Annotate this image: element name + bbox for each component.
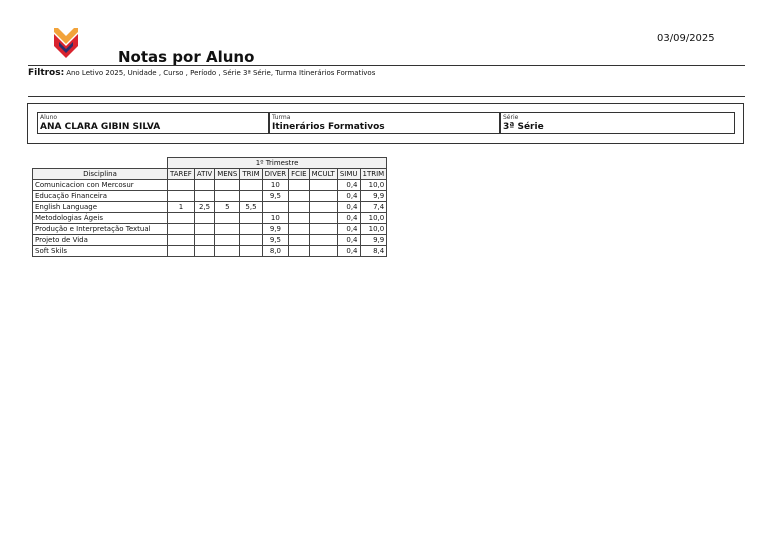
grade-cell: 1	[168, 202, 195, 213]
column-header: SIMU	[337, 169, 360, 180]
grade-cell	[194, 191, 214, 202]
grade-cell	[215, 235, 240, 246]
grade-cell	[215, 213, 240, 224]
grade-cell: 0,4	[337, 191, 360, 202]
disciplina-cell: Soft Skils	[33, 246, 168, 257]
column-header: MCULT	[309, 169, 337, 180]
grade-cell: 10,0	[360, 224, 387, 235]
grade-cell	[168, 191, 195, 202]
grade-cell	[240, 180, 262, 191]
grade-cell: 0,4	[337, 224, 360, 235]
grade-cell	[215, 191, 240, 202]
grade-cell: 0,4	[337, 235, 360, 246]
school-logo-icon	[52, 26, 80, 60]
grade-cell: 9,5	[262, 235, 289, 246]
grade-cell	[309, 246, 337, 257]
filters-label: Filtros:	[28, 68, 65, 78]
grade-cell: 10	[262, 180, 289, 191]
column-header: TAREF	[168, 169, 195, 180]
divider	[28, 65, 745, 66]
grade-cell: 5	[215, 202, 240, 213]
disciplina-header: Disciplina	[33, 169, 168, 180]
grade-cell: 0,4	[337, 202, 360, 213]
grade-cell	[240, 235, 262, 246]
table-row	[33, 213, 387, 224]
grade-cell: 9,5	[262, 191, 289, 202]
disciplina-cell: Metodologias Ágeis	[33, 213, 168, 224]
grade-cell	[168, 180, 195, 191]
disciplina-cell: English Language	[33, 202, 168, 213]
grade-cell: 9,9	[360, 191, 387, 202]
grade-cell: 8,0	[262, 246, 289, 257]
turma-field	[269, 112, 500, 134]
grade-cell: 10	[262, 213, 289, 224]
grade-cell	[309, 191, 337, 202]
column-header: ATIV	[194, 169, 214, 180]
turma-value: Itinerários Formativos	[272, 122, 385, 132]
grade-cell	[240, 224, 262, 235]
column-header: DIVER	[262, 169, 289, 180]
table-row	[33, 246, 387, 257]
grade-cell	[289, 180, 309, 191]
grade-cell: 10,0	[360, 213, 387, 224]
grade-cell	[194, 224, 214, 235]
period-header: 1º Trimestre	[168, 158, 387, 169]
grade-cell	[215, 180, 240, 191]
aluno-field	[37, 112, 269, 134]
column-header: MENS	[215, 169, 240, 180]
grade-cell	[215, 246, 240, 257]
turma-label: Turma	[272, 114, 291, 121]
filters-value: Ano Letivo 2025, Unidade , Curso , Período , Série 3ª Série, Turma Itinerários Formativos	[66, 69, 376, 77]
grade-cell	[168, 213, 195, 224]
table-row	[33, 202, 387, 213]
grade-cell: 10,0	[360, 180, 387, 191]
grade-cell	[262, 202, 289, 213]
grade-cell	[289, 235, 309, 246]
disciplina-cell: Educação Financeira	[33, 191, 168, 202]
disciplina-cell: Projeto de Vida	[33, 235, 168, 246]
table-row	[33, 224, 387, 235]
grade-cell: 0,4	[337, 246, 360, 257]
grade-cell	[309, 180, 337, 191]
serie-value: 3ª Série	[503, 122, 544, 132]
grade-cell: 9,9	[262, 224, 289, 235]
grade-cell	[168, 246, 195, 257]
disciplina-cell: Produção e Interpretação Textual	[33, 224, 168, 235]
serie-label: Série	[503, 114, 519, 121]
grade-cell	[289, 202, 309, 213]
grade-cell: 9,9	[360, 235, 387, 246]
grade-cell: 8,4	[360, 246, 387, 257]
aluno-value: ANA CLARA GIBIN SILVA	[40, 122, 161, 132]
grade-cell	[194, 246, 214, 257]
column-header: FCIE	[289, 169, 309, 180]
student-info-box	[27, 103, 744, 144]
disciplina-cell: Comunicacion con Mercosur	[33, 180, 168, 191]
grade-cell: 7,4	[360, 202, 387, 213]
page-title: Notas por Aluno	[118, 48, 255, 66]
grade-cell	[240, 213, 262, 224]
grade-cell: 5,5	[240, 202, 262, 213]
table-row	[33, 235, 387, 246]
grade-cell: 2,5	[194, 202, 214, 213]
grade-cell	[289, 224, 309, 235]
divider	[28, 96, 745, 97]
grade-cell	[240, 246, 262, 257]
filters-line	[28, 68, 375, 78]
column-header: 1TRIM	[360, 169, 387, 180]
report-date: 03/09/2025	[657, 33, 715, 44]
grade-cell	[309, 213, 337, 224]
blank-header	[33, 158, 168, 169]
grade-cell	[289, 191, 309, 202]
grade-cell	[240, 191, 262, 202]
grade-cell: 0,4	[337, 180, 360, 191]
grade-cell	[289, 213, 309, 224]
grade-cell	[309, 235, 337, 246]
serie-field	[500, 112, 735, 134]
table-row	[33, 180, 387, 191]
grade-cell	[289, 246, 309, 257]
grade-cell	[168, 235, 195, 246]
grade-cell	[194, 213, 214, 224]
table-row	[33, 191, 387, 202]
grade-cell	[309, 202, 337, 213]
column-header: TRIM	[240, 169, 262, 180]
grade-cell	[215, 224, 240, 235]
grade-cell: 0,4	[337, 213, 360, 224]
grade-cell	[168, 224, 195, 235]
grade-cell	[194, 235, 214, 246]
aluno-label: Aluno	[40, 114, 58, 121]
grade-cell	[194, 180, 214, 191]
grade-cell	[309, 224, 337, 235]
grades-table	[32, 157, 387, 257]
